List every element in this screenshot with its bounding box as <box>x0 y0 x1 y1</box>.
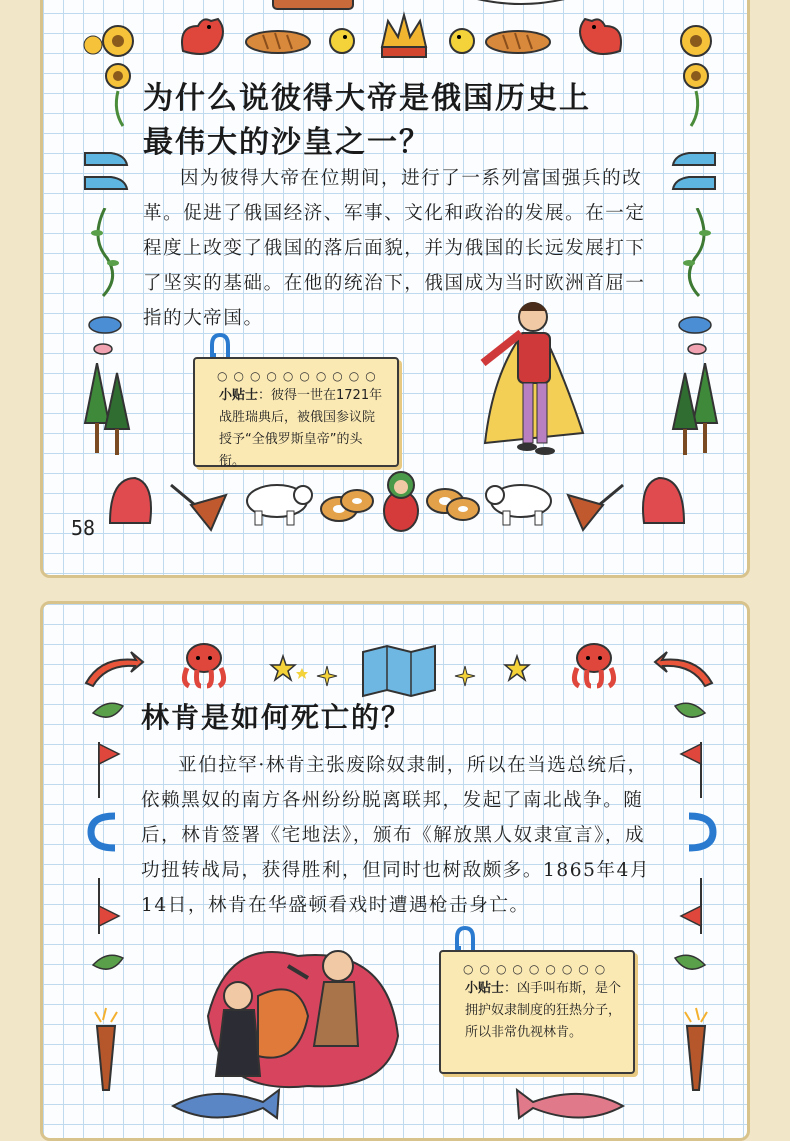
leaf-icon <box>669 950 709 980</box>
flag-icon <box>93 876 123 936</box>
rooster-icon <box>173 11 233 61</box>
arrow-icon <box>81 648 145 688</box>
bagel-icon <box>423 483 483 527</box>
book-page-58 <box>40 0 750 578</box>
leaf-icon <box>669 698 709 728</box>
body-paragraph: 因为彼得大帝在位期间，进行了一系列富国强兵的改革。促进了俄国经济、军事、文化和政治的发展。在一定程度上改变了俄国的落后面貌，并为俄国的长远发展打下了坚实的基础。在他的统治下，俄国成为当时欧洲首屈一指的大帝国。 <box>143 168 646 329</box>
star-icon <box>269 654 309 684</box>
torch-icon <box>671 1004 721 1094</box>
cloud-icon <box>675 311 715 361</box>
tip-label: 小贴士 <box>219 388 259 403</box>
title-line-2: 最伟大的沙皇之一？ <box>143 125 431 160</box>
sunflower-icon <box>671 21 721 131</box>
tip-text: ：彼得一世在1721年战胜瑞典后，被俄国参议院授予“全俄罗斯皇帝”的头衔。 <box>219 388 383 469</box>
flag-icon <box>93 740 123 800</box>
matryoshka-icon <box>381 469 421 533</box>
horseshoe-icon <box>679 810 719 854</box>
arrow-icon <box>653 648 717 688</box>
crown-icon <box>378 7 430 63</box>
chick-icon <box>325 21 359 55</box>
flag-icon <box>677 876 707 936</box>
fish-icon <box>513 1084 633 1124</box>
flag-icon <box>677 740 707 800</box>
page-number: 58 <box>71 516 96 540</box>
page-title: 林肯是如何死亡的？ <box>141 701 412 734</box>
tip-text: ：凶手叫布斯，是个拥护奴隶制度的狂热分子，所以非常仇视林肯。 <box>465 981 622 1040</box>
torch-icon <box>81 1004 131 1094</box>
star-icon <box>493 654 533 684</box>
tree-icon <box>669 363 719 463</box>
book-page-59 <box>40 601 750 1141</box>
pedestal-icon <box>268 0 358 15</box>
leaf-icon <box>89 698 129 728</box>
bread-icon <box>483 27 553 57</box>
star-icon <box>315 664 339 688</box>
bagel-icon <box>317 483 377 527</box>
note-holes: ○○○○○○○○○ <box>463 962 612 976</box>
vine-icon <box>677 208 717 298</box>
map-icon <box>359 644 439 698</box>
balalaika-icon <box>161 475 231 535</box>
peter-illustration <box>463 293 623 473</box>
note-holes: ○○○○○○○○○○ <box>217 369 382 383</box>
shoe-icon <box>81 143 131 203</box>
rooster-icon <box>570 11 630 61</box>
octopus-icon <box>565 640 623 690</box>
fish-icon <box>163 1084 283 1124</box>
star-icon <box>453 664 477 688</box>
chick-icon <box>445 21 479 55</box>
horseshoe-icon <box>85 810 125 854</box>
page-title <box>143 77 591 165</box>
polar-bear-icon <box>239 477 315 527</box>
banner-icon <box>451 0 591 9</box>
lincoln-illustration <box>188 926 418 1096</box>
sunflower-icon <box>93 21 143 131</box>
tip-label: 小贴士 <box>465 981 505 996</box>
polar-bear-icon <box>483 477 559 527</box>
hood-icon <box>105 473 155 533</box>
hood-icon <box>639 473 689 533</box>
leaf-icon <box>89 950 129 980</box>
balalaika-icon <box>563 475 633 535</box>
vine-icon <box>85 208 125 298</box>
title-line-1: 为什么说彼得大帝是俄国历史上 <box>143 81 591 116</box>
tip-note-peter <box>193 357 399 467</box>
cloud-icon <box>85 311 125 361</box>
shoe-icon <box>669 143 719 203</box>
tip-note-lincoln <box>439 950 635 1074</box>
tree-icon <box>83 363 133 463</box>
octopus-icon <box>175 640 233 690</box>
body-paragraph: 亚伯拉罕·林肯主张废除奴隶制，所以在当选总统后，依赖黑奴的南方各州纷纷脱离联邦，发起了南北战争。随后，林肯签署《宅地法》，颁布《解放黑人奴隶宣言》，成功扭转战局，获得胜利，但同时也树敌颇多。1865年4月14日，林肯在华盛顿看戏时遭遇枪击身亡。 <box>141 755 651 916</box>
bread-icon <box>243 27 313 57</box>
